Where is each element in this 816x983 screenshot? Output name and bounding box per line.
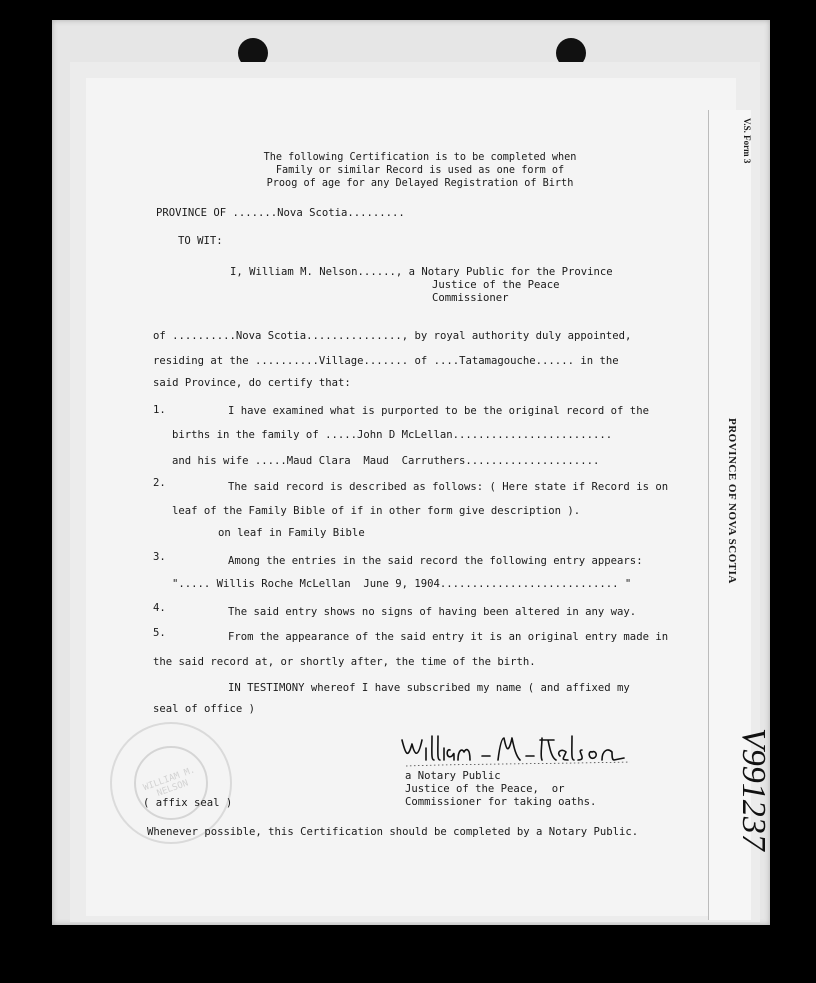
item-number: 1.	[153, 404, 166, 416]
item-number: 3.	[153, 551, 166, 563]
signer-title-2: Justice of the Peace, or	[405, 783, 565, 795]
affix-seal-label: ( affix seal )	[143, 797, 233, 809]
office-justice: Justice of the Peace	[432, 279, 560, 291]
item-5-text: From the appearance of the said entry it is an original entry made in	[228, 631, 669, 643]
header-line-1: The following Certification is to be completed when	[263, 152, 577, 163]
item-number: 2.	[153, 477, 166, 489]
footer-note: Whenever possible, this Certification should be completed by a Notary Public.	[147, 826, 639, 838]
registration-number: V991237	[735, 728, 772, 851]
seal-text: WILLIAM M. NELSON	[142, 765, 197, 799]
item-2-text: The said record is described as follows: ( Here state if Record is on	[228, 481, 669, 493]
item-5-text-cont: the said record at, or shortly after, the time of the birth.	[153, 656, 536, 668]
record-description: on leaf in Family Bible	[218, 527, 365, 539]
item-2-text-cont: leaf of the Family Bible of if in other form give description ).	[172, 505, 581, 517]
residing-line: residing at the ..........Village....... of ....Tatamagouche...... in the	[153, 355, 619, 367]
side-label: PROVINCE OF NOVA SCOTIA	[726, 418, 738, 584]
signature	[398, 726, 638, 770]
declarant-line: I, William M. Nelson......, a Notary Public for the Province	[230, 266, 613, 278]
item-number: 5.	[153, 627, 166, 639]
to-wit: TO WIT:	[178, 235, 223, 247]
family-line: births in the family of .....John D McLellan.........................	[172, 429, 613, 441]
testimony-line: IN TESTIMONY whereof I have subscribed my name ( and affixed my	[228, 682, 630, 694]
signer-title-3: Commissioner for taking oaths.	[405, 796, 597, 808]
header-line-3: Proog of age for any Delayed Registration of Birth	[266, 178, 574, 189]
header-line-2: Family or similar Record is used as one form of	[275, 165, 565, 176]
birth-entry: "..... Willis Roche McLellan June 9, 1904............................ "	[172, 578, 632, 590]
item-number: 4.	[153, 602, 166, 614]
form-number: V.S. Form 3	[742, 118, 752, 164]
item-3-text: Among the entries in the said record the following entry appears:	[228, 555, 643, 567]
office-commissioner: Commissioner	[432, 292, 509, 304]
item-1-text: I have examined what is purported to be the original record of the	[228, 405, 649, 417]
of-line: of ..........Nova Scotia..............., by royal authority duly appointed,	[153, 330, 632, 342]
wife-line: and his wife .....Maud Clara Maud Carruthers.....................	[172, 455, 600, 467]
item-4-text: The said entry shows no signs of having been altered in any way.	[228, 606, 637, 618]
signer-title-1: a Notary Public	[405, 770, 501, 782]
province-line: PROVINCE OF .......Nova Scotia.........	[156, 207, 405, 219]
certify-line: said Province, do certify that:	[153, 377, 351, 389]
testimony-line-cont: seal of office )	[153, 703, 256, 715]
